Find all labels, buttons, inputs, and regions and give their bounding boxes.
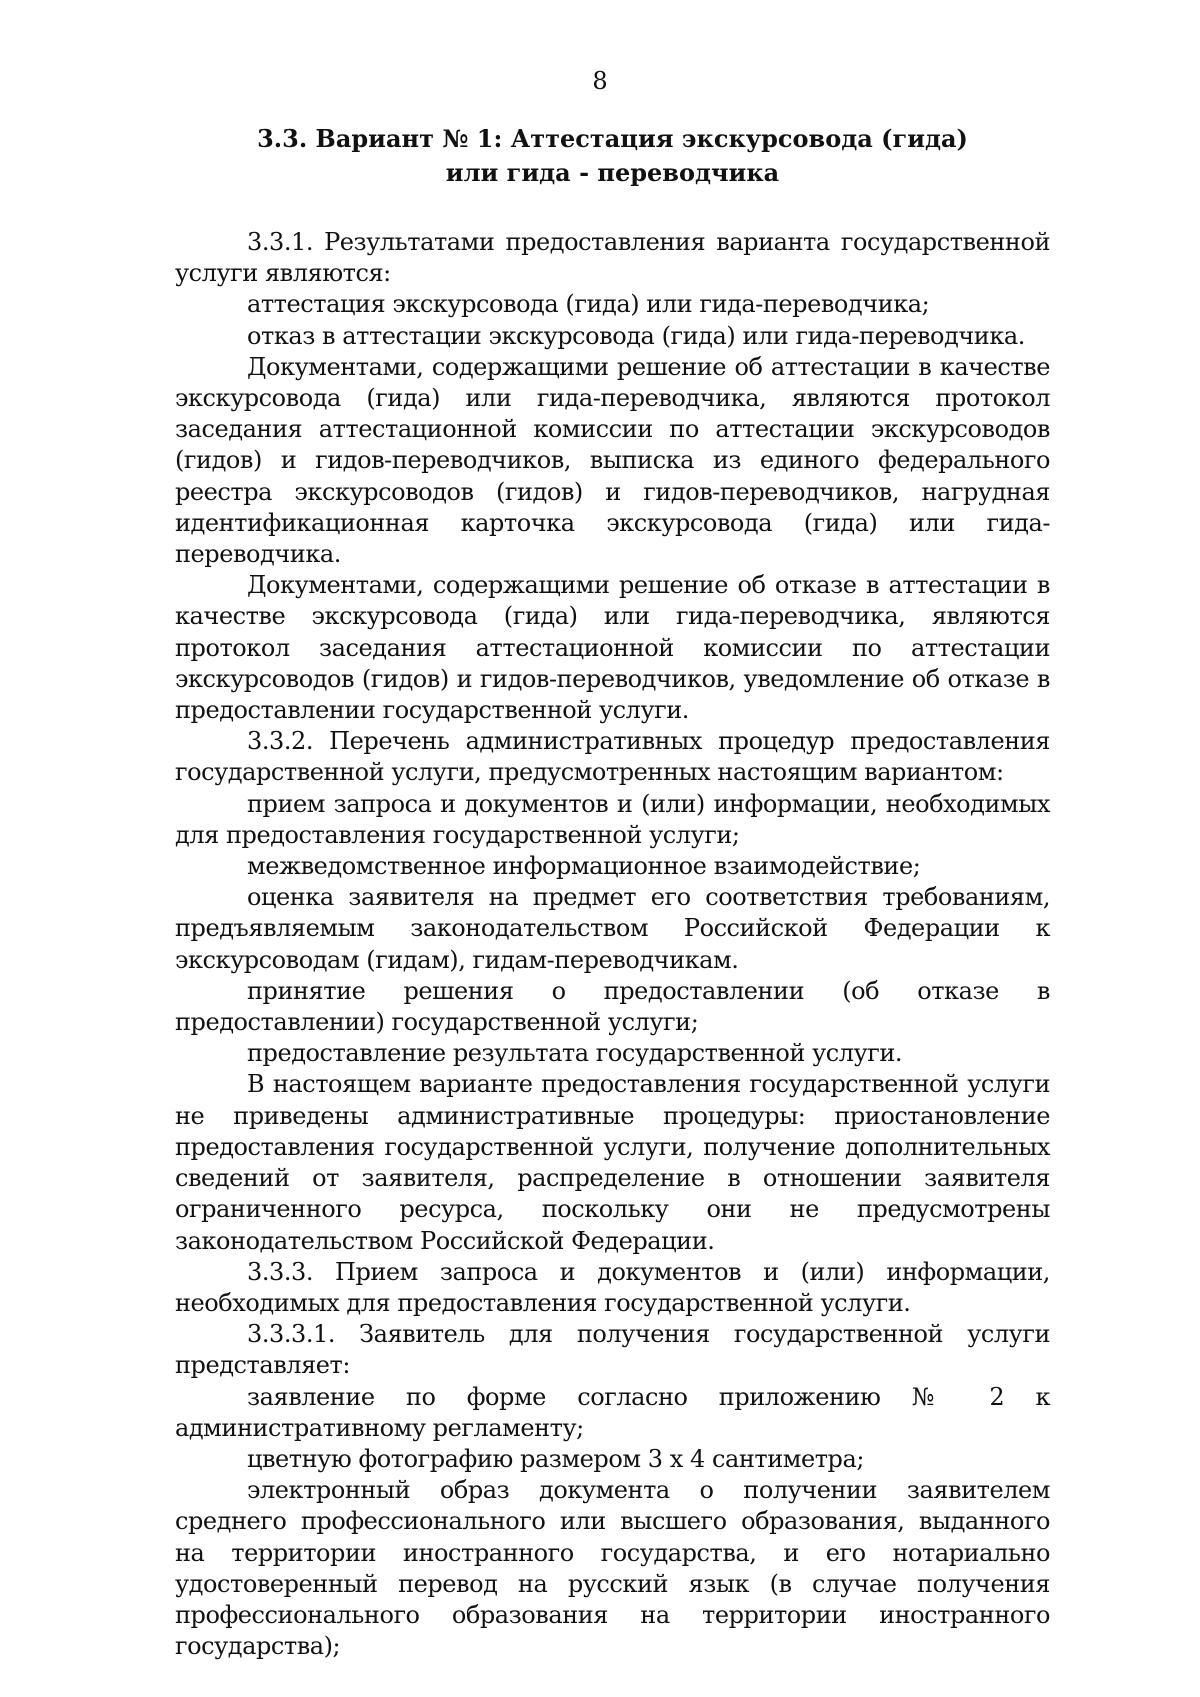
paragraph: межведомственное информационное взаимодействие; <box>247 852 921 881</box>
paragraph: аттестация экскурсовода (гида) или гида-переводчика; <box>247 290 930 319</box>
paragraph: цветную фотографию размером 3 х 4 сантиметра; <box>247 1444 864 1473</box>
paragraph: Документами, содержащими решение об отказе в аттестации в качестве экскурсовода (гида) или гида-переводчика, являются протокол заседания аттестационной комиссии по аттестации экскурсоводов (гидов) и гидов-переводчиков, уведомление об отказе в предоставлении государственной услуги. <box>175 571 1050 725</box>
paragraph: Документами, содержащими решение об аттестации в качестве экскурсовода (гида) или гида-переводчика, являются протокол заседания аттестационной комиссии по аттестации экскурсоводов (гидов) и гидов-переводчиков, выписка из единого федерального реестра экскурсоводов (гидов) и гидов-переводчиков, нагрудная идентификационная карточка экскурсовода (гида) или гида-переводчика. <box>175 352 1050 569</box>
paragraph: заявление по форме согласно приложению № 2 к административному регламенту; <box>175 1382 1050 1442</box>
paragraph: 3.3.2. Перечень административных процедур предоставления государственной услуги, предусмотренных настоящим вариантом: <box>175 727 1050 787</box>
paragraph: В настоящем варианте предоставления государственной услуги не приведены административные процедуры: приостановление предоставления государственной услуги, получение дополнительных сведений от заявителя, распределение в отношении заявителя ограниченного ресурса, поскольку они не предусмотрены законодательством Российской Федерации. <box>175 1070 1050 1255</box>
paragraph: 3.3.1. Результатами предоставления варианта государственной услуги являются: <box>175 228 1050 288</box>
paragraph: предоставление результата государственной услуги. <box>247 1039 903 1068</box>
document-body <box>175 227 1050 1662</box>
section-heading <box>175 122 1050 190</box>
section-heading-line-2: или гида - переводчика <box>445 158 780 187</box>
paragraph: оценка заявителя на предмет его соответствия требованиям, предъявляемым законодательством Российской Федерации к экскурсоводам (гидам), гидам-переводчикам. <box>175 883 1050 974</box>
page-number: 8 <box>592 67 608 95</box>
section-heading-line-1: 3.3. Вариант № 1: Аттестация экскурсовода (гида) <box>257 124 968 153</box>
paragraph: отказ в аттестации экскурсовода (гида) или гида-переводчика. <box>247 321 1025 350</box>
paragraph: принятие решения о предоставлении (об отказе в предоставлении) государственной услуги; <box>175 976 1050 1037</box>
paragraph: 3.3.3. Прием запроса и документов и (или) информации, необходимых для предоставления государственной услуги. <box>175 1257 1050 1317</box>
paragraph: электронный образ документа о получении заявителем среднего профессионального или высшего образования, выданного на территории иностранного государства, и его нотариально удостоверенный перевод на русский язык (в случае получения профессионального образования на территории иностранного государства); <box>175 1476 1050 1661</box>
paragraph: прием запроса и документов и (или) информации, необходимых для предоставления государственной услуги; <box>175 789 1050 849</box>
paragraph: 3.3.3.1. Заявитель для получения государственной услуги представляет: <box>175 1320 1050 1380</box>
